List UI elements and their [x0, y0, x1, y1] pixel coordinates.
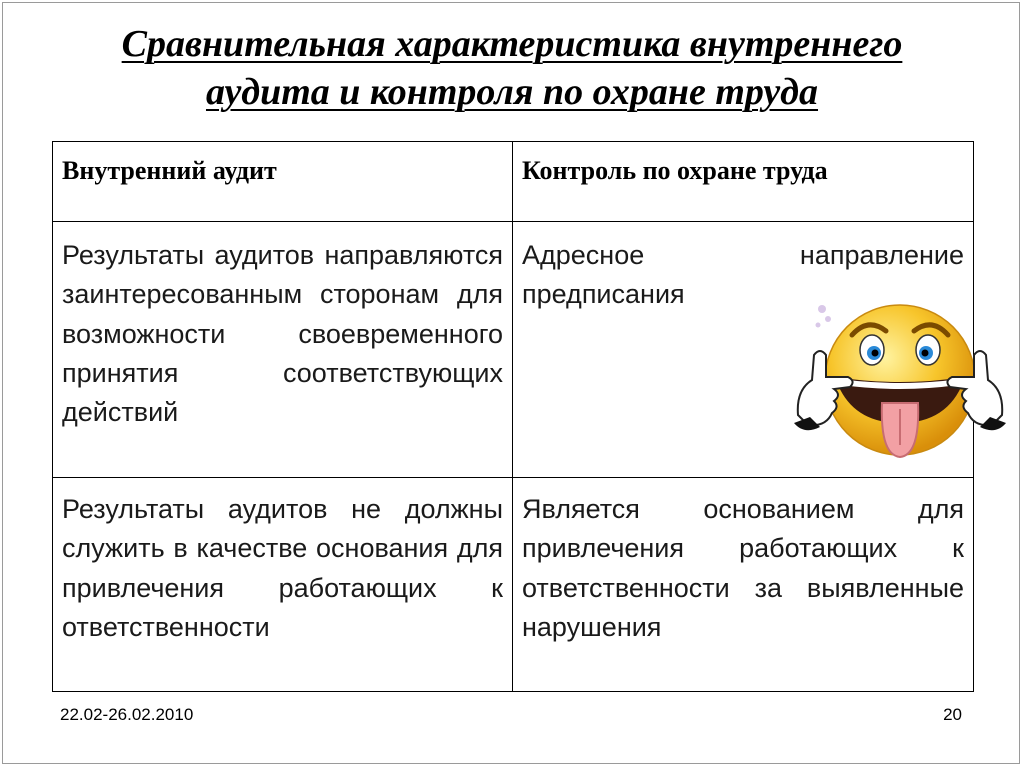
- smiley-tongue-icon: [790, 295, 1010, 470]
- table-row: [53, 478, 974, 692]
- page-number: 20: [943, 705, 962, 724]
- table-cell: Является основанием для привлечения работающих к ответственности за выявленные нарушения: [513, 478, 974, 692]
- header-internal-audit: Внутренний аудит: [53, 142, 513, 222]
- table-cell: Результаты аудитов направляются заинтересованным сторонам для возможности своевременного принятия соответствующих действий: [53, 222, 513, 478]
- header-labor-safety-control: Контроль по охране труда: [513, 142, 974, 222]
- title-line-1: Сравнительная характеристика внутреннего: [121, 23, 903, 65]
- footer-date: 22.02-26.02.2010: [60, 705, 194, 724]
- slide-title: [0, 20, 1024, 116]
- table-cell: Адресное направление предписания: [513, 222, 974, 478]
- table-header-row: [53, 142, 974, 222]
- table-cell: Результаты аудитов не должны служить в качестве основания для привлечения работающих к ответственности: [53, 478, 513, 692]
- title-line-2: аудита и контроля по охране труда: [205, 71, 819, 113]
